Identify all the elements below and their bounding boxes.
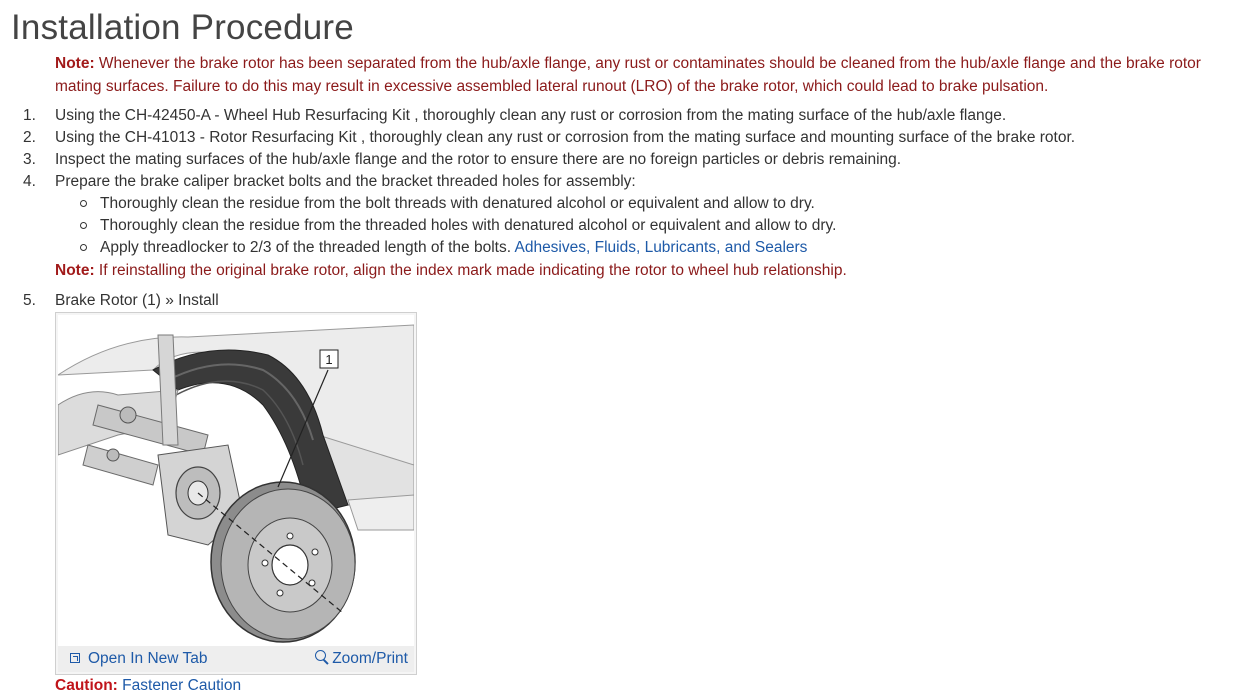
note-rotor-cleaning <box>55 52 1235 98</box>
step-number: 5. <box>23 292 36 309</box>
note-text: If reinstalling the original brake rotor, align the index mark made indicating the rotor to wheel hub relationship. <box>98 262 847 279</box>
step-number: 1. <box>23 107 36 124</box>
open-in-new-tab-label: Open In New Tab <box>88 650 208 667</box>
step-text: Using the CH-41013 - Rotor Resurfacing Kit , thoroughly clean any rust or corrosion from the mating surface and mounting surface of the brake rotor. <box>55 129 1076 146</box>
circle-bullet-icon <box>80 222 87 229</box>
fastener-caution-link[interactable]: Fastener Caution <box>122 677 242 694</box>
step-text: Prepare the brake caliper bracket bolts and the bracket threaded holes for assembly: <box>55 173 636 190</box>
adhesives-link[interactable]: Adhesives, Fluids, Lubricants, and Sealers <box>514 239 808 256</box>
note-label: Note: <box>55 55 95 72</box>
substep-text: Thoroughly clean the residue from the bolt threads with denatured alcohol or equivalent and allow to dry. <box>100 195 815 212</box>
external-link-icon <box>70 653 80 663</box>
step-number: 2. <box>23 129 36 146</box>
substep-text: Thoroughly clean the residue from the threaded holes with denatured alcohol or equivalent and allow to dry. <box>100 217 837 234</box>
step-text: Inspect the mating surfaces of the hub/axle flange and the rotor to ensure there are no foreign particles or debris remaining. <box>55 151 902 168</box>
step-number: 4. <box>23 173 36 190</box>
magnifier-icon <box>315 650 326 661</box>
substep-text-wrap <box>100 237 807 259</box>
step-text: Brake Rotor (1) » Install <box>55 292 219 309</box>
callout-label: 1 <box>325 352 333 367</box>
note-label: Note: <box>55 262 95 279</box>
circle-bullet-icon <box>80 200 87 207</box>
note-text: Whenever the brake rotor has been separated from the hub/axle flange, any rust or contaminates should be cleaned from the hub/axle flange and the brake rotor mating surfaces. Failure to do this may result in excessive assembled lateral runout (LRO) of the brake rotor, which could lead to brake pulsation. <box>55 55 1201 95</box>
brake-rotor-illustration[interactable] <box>58 315 414 646</box>
zoom-print-label: Zoom/Print <box>332 650 408 667</box>
step-text: Using the CH-42450-A - Wheel Hub Resurfacing Kit , thoroughly clean any rust or corrosion from the mating surface of the hub/axle flange. <box>55 107 1007 124</box>
caution-line <box>55 675 241 697</box>
page-title: Installation Procedure <box>11 8 354 47</box>
zoom-print-button[interactable] <box>315 650 408 668</box>
circle-bullet-icon <box>80 244 87 251</box>
note-index-mark <box>55 259 847 282</box>
figure-toolbar <box>58 646 414 672</box>
open-in-new-tab-button[interactable] <box>70 650 207 668</box>
brake-rotor-figure <box>55 312 417 675</box>
caution-label: Caution: <box>55 677 118 694</box>
step-number: 3. <box>23 151 36 168</box>
substep-text: Apply threadlocker to 2/3 of the threaded length of the bolts. <box>100 239 512 256</box>
